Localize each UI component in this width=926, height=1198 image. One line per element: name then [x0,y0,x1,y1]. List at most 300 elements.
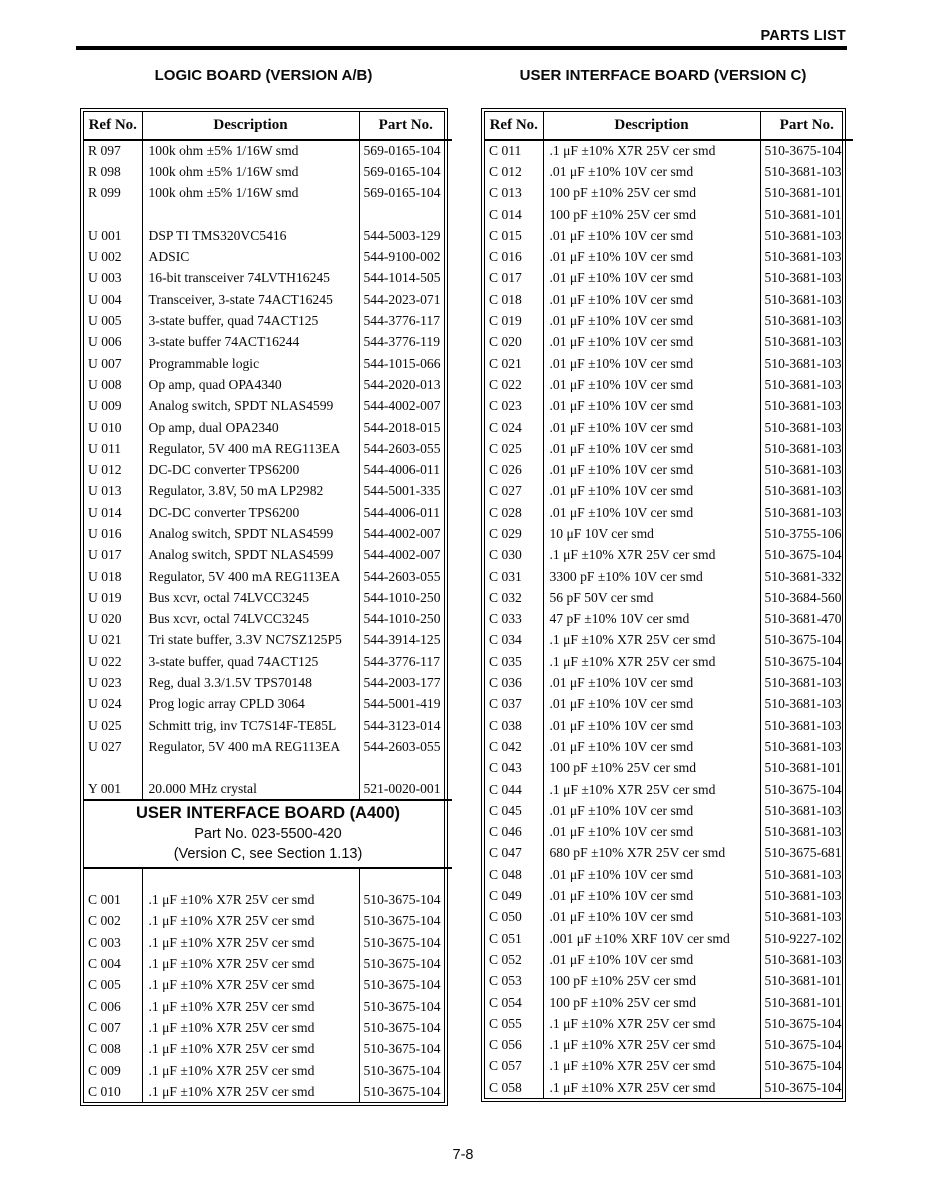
table-row [84,310,452,331]
ref-cell: C 014 [489,206,522,222]
part-cell: 510-3681-103 [764,227,842,243]
table-row [485,1077,853,1098]
table-row [485,225,853,246]
desc-cell: .1 μF ±10% X7R 25V cer smd [142,890,359,911]
part-cell: 544-5003-129 [363,227,441,243]
part-cell: 510-3681-103 [764,355,842,371]
ref-cell: C 054 [489,994,522,1010]
desc-cell: .01 μF ±10% 10V cer smd [543,374,760,395]
ref-cell: U 008 [88,376,122,392]
table-row [84,545,452,566]
table-row [485,928,853,949]
desc-cell: .1 μF ±10% X7R 25V cer smd [543,140,760,161]
desc-cell: 100 pF ±10% 25V cer smd [543,992,760,1013]
table-row [485,289,853,310]
table-row [485,481,853,502]
desc-cell: .01 μF ±10% 10V cer smd [543,225,760,246]
table-row [485,864,853,885]
table-row [84,161,452,182]
part-cell: 510-3675-104 [764,547,842,563]
desc-cell: .1 μF ±10% X7R 25V cer smd [142,932,359,953]
desc-cell: .1 μF ±10% X7R 25V cer smd [543,630,760,651]
table-row [84,953,452,974]
ref-cell: U 013 [88,483,122,499]
blank-row [84,868,452,889]
ref-cell: C 036 [489,675,522,691]
part-cell: 544-2603-055 [363,568,441,584]
table-row [485,417,853,438]
right-table-title: USER INTERFACE BOARD (VERSION C) [519,67,807,84]
table-row [485,609,853,630]
part-cell: 510-3681-103 [764,334,842,350]
table-row [485,800,853,821]
desc-cell: .01 μF ±10% 10V cer smd [543,907,760,928]
part-cell: 544-2023-071 [363,291,441,307]
part-cell: 510-3681-103 [764,717,842,733]
part-cell: 544-3776-117 [363,653,441,669]
desc-cell: 100 pF ±10% 25V cer smd [543,758,760,779]
part-cell: 510-3675-104 [363,956,441,972]
table-row [84,1017,452,1038]
ref-cell: C 034 [489,632,522,648]
table-row [84,651,452,672]
desc-cell: 3300 pF ±10% 10V cer smd [543,566,760,587]
part-cell: 510-3675-681 [764,845,842,861]
desc-cell: .01 μF ±10% 10V cer smd [543,885,760,906]
page-header-label: PARTS LIST [760,28,846,44]
desc-cell: 3-state buffer 74ACT16244 [142,332,359,353]
ref-cell: U 012 [88,462,122,478]
table-row [84,396,452,417]
part-cell: 544-3123-014 [363,717,441,733]
ref-cell: U 003 [88,270,122,286]
desc-cell: DSP TI TMS320VC5416 [142,225,359,246]
table-row [485,949,853,970]
table-row [84,1039,452,1060]
ref-cell: C 025 [489,440,522,456]
part-cell: 510-3675-104 [363,998,441,1014]
table-row [485,885,853,906]
ref-cell: U 020 [88,611,122,627]
table-row [84,140,452,161]
table-row [84,779,452,800]
desc-cell: 100k ohm ±5% 1/16W smd [142,140,359,161]
desc-cell: 3-state buffer, quad 74ACT125 [142,651,359,672]
ref-cell: C 015 [489,227,522,243]
desc-cell: .1 μF ±10% X7R 25V cer smd [142,1039,359,1060]
ref-cell: C 038 [489,717,522,733]
desc-cell: .01 μF ±10% 10V cer smd [543,246,760,267]
ref-no-column-header: Ref No. [84,112,142,140]
part-cell: 544-1010-250 [363,611,441,627]
part-cell: 510-3681-103 [764,738,842,754]
table-row [485,736,853,757]
part-cell: 544-5001-419 [363,696,441,712]
ref-cell: C 030 [489,547,522,563]
part-cell: 510-3675-104 [363,1062,441,1078]
ref-cell: C 020 [489,334,522,350]
desc-cell: .01 μF ±10% 10V cer smd [543,694,760,715]
table-row [84,523,452,544]
ref-cell: U 024 [88,696,122,712]
part-cell: 510-3681-103 [764,802,842,818]
table-row [84,890,452,911]
part-cell: 510-9227-102 [764,930,842,946]
ref-cell: C 003 [88,934,121,950]
desc-cell: Bus xcvr, octal 74LVCC3245 [142,587,359,608]
part-cell [359,204,452,225]
part-cell: 510-3675-104 [363,913,441,929]
desc-cell: Analog switch, SPDT NLAS4599 [142,396,359,417]
desc-cell: .1 μF ±10% X7R 25V cer smd [142,911,359,932]
ref-cell: C 033 [489,611,522,627]
part-cell: 544-4006-011 [363,462,441,478]
desc-cell: .01 μF ±10% 10V cer smd [543,736,760,757]
ref-cell: C 012 [489,163,522,179]
part-cell: 510-3681-103 [764,419,842,435]
desc-cell: .01 μF ±10% 10V cer smd [543,268,760,289]
table-row [485,843,853,864]
desc-cell: .1 μF ±10% X7R 25V cer smd [543,1056,760,1077]
ref-cell: C 031 [489,568,522,584]
ref-cell: C 028 [489,504,522,520]
table-row [485,140,853,161]
header-rule [76,46,847,50]
table-row [485,438,853,459]
ref-cell: C 027 [489,483,522,499]
ref-cell: U 016 [88,525,122,541]
ref-cell: C 051 [489,930,522,946]
part-cell: 510-3681-101 [764,206,842,222]
ref-cell: U 019 [88,589,122,605]
ref-cell: C 042 [489,738,522,754]
part-cell: 510-3681-103 [764,824,842,840]
table-row [485,992,853,1013]
desc-cell: DC-DC converter TPS6200 [142,459,359,480]
table-row [84,911,452,932]
desc-cell: .01 μF ±10% 10V cer smd [543,481,760,502]
part-cell: 510-3681-103 [764,888,842,904]
desc-cell: 100k ohm ±5% 1/16W smd [142,161,359,182]
part-cell: 510-3681-101 [764,973,842,989]
desc-cell: 3-state buffer, quad 74ACT125 [142,310,359,331]
table-row [84,438,452,459]
ref-cell: C 019 [489,313,522,329]
desc-cell: .01 μF ±10% 10V cer smd [543,417,760,438]
table-row [84,1060,452,1081]
part-cell: 544-4002-007 [363,547,441,563]
part-cell: 544-2603-055 [363,440,441,456]
table-row [84,630,452,651]
table-row [84,932,452,953]
part-cell: 510-3681-103 [764,163,842,179]
table-row [84,975,452,996]
ref-cell [84,758,142,779]
ref-cell: C 057 [489,1058,522,1074]
ref-cell: U 025 [88,717,122,733]
ref-cell: U 001 [88,227,122,243]
desc-cell: .1 μF ±10% X7R 25V cer smd [142,1081,359,1102]
ref-cell: C 016 [489,249,522,265]
part-cell: 510-3675-104 [363,1019,441,1035]
desc-cell: .1 μF ±10% X7R 25V cer smd [543,1013,760,1034]
desc-cell: .1 μF ±10% X7R 25V cer smd [142,953,359,974]
part-cell: 510-3681-103 [764,696,842,712]
desc-cell: .01 μF ±10% 10V cer smd [543,161,760,182]
ref-cell: C 002 [88,913,121,929]
part-cell: 569-0165-104 [363,163,441,179]
ref-cell: U 011 [88,440,122,456]
ref-cell: U 027 [88,738,122,754]
ref-no-column-header: Ref No. [485,112,543,140]
part-cell: 544-5001-335 [363,483,441,499]
ref-cell: U 018 [88,568,122,584]
ref-cell: C 007 [88,1019,121,1035]
header-row [84,112,452,140]
desc-cell: .01 μF ±10% 10V cer smd [543,289,760,310]
part-cell: 510-3675-104 [764,1037,842,1053]
ref-cell: C 022 [489,376,522,392]
blank-row [84,758,452,779]
ref-cell: C 046 [489,824,522,840]
ref-cell: C 045 [489,802,522,818]
desc-cell: Transceiver, 3-state 74ACT16245 [142,289,359,310]
desc-cell: Analog switch, SPDT NLAS4599 [142,523,359,544]
desc-cell: .01 μF ±10% 10V cer smd [543,438,760,459]
desc-cell: .01 μF ±10% 10V cer smd [543,459,760,480]
table-row [485,907,853,928]
desc-cell: .1 μF ±10% X7R 25V cer smd [543,779,760,800]
ref-cell: Y 001 [88,781,122,797]
part-cell: 544-3776-119 [363,334,441,350]
table-row [485,630,853,651]
ref-cell: C 049 [489,888,522,904]
desc-cell: .1 μF ±10% X7R 25V cer smd [142,996,359,1017]
table-row [485,204,853,225]
desc-cell: .001 μF ±10% XRF 10V cer smd [543,928,760,949]
ref-cell: C 058 [489,1079,522,1095]
section-header-line: Part No. 023-5500-420 [194,826,342,843]
ref-cell: R 099 [88,185,121,201]
ref-cell: U 022 [88,653,122,669]
table-row [84,481,452,502]
part-cell: 510-3675-104 [764,653,842,669]
table-row [84,996,452,1017]
table-row [485,1056,853,1077]
part-cell: 544-3914-125 [363,632,441,648]
desc-cell: .01 μF ±10% 10V cer smd [543,310,760,331]
ref-cell [84,868,142,889]
desc-cell: ADSIC [142,246,359,267]
part-cell: 510-3675-104 [363,1083,441,1099]
part-cell [359,868,452,889]
ref-cell: C 029 [489,525,522,541]
ref-cell: C 017 [489,270,522,286]
ref-cell: C 026 [489,462,522,478]
table-row [84,715,452,736]
ref-cell: C 047 [489,845,522,861]
part-cell: 510-3681-103 [764,440,842,456]
desc-cell: Regulator, 5V 400 mA REG113EA [142,566,359,587]
section-header-line: USER INTERFACE BOARD (A400) [135,804,401,823]
part-cell: 510-3681-103 [764,376,842,392]
part-cell: 544-9100-002 [363,249,441,265]
table-row [485,523,853,544]
table-row [485,822,853,843]
desc-cell: .01 μF ±10% 10V cer smd [543,864,760,885]
ref-cell: C 010 [88,1083,121,1099]
table-row [485,396,853,417]
desc-cell: .1 μF ±10% X7R 25V cer smd [142,975,359,996]
desc-cell: 56 pF 50V cer smd [543,587,760,608]
part-cell: 510-3681-103 [764,462,842,478]
part-cell: 510-3681-103 [764,951,842,967]
desc-cell: 20.000 MHz crystal [142,779,359,800]
desc-cell: Regulator, 5V 400 mA REG113EA [142,736,359,757]
table-row [84,502,452,523]
blank-row [84,204,452,225]
ref-cell: C 032 [489,589,522,605]
ref-cell: C 050 [489,909,522,925]
part-cell: 510-3675-104 [764,1015,842,1031]
description-column-header: Description [142,112,359,140]
desc-cell: Regulator, 3.8V, 50 mA LP2982 [142,481,359,502]
ref-cell: U 005 [88,313,122,329]
part-cell [359,758,452,779]
desc-cell: Bus xcvr, octal 74LVCC3245 [142,609,359,630]
table-row [485,758,853,779]
desc-cell: .01 μF ±10% 10V cer smd [543,332,760,353]
ref-cell: C 037 [489,696,522,712]
part-cell: 510-3681-103 [764,270,842,286]
part-cell: 510-3675-104 [363,934,441,950]
ref-cell: U 010 [88,419,122,435]
desc-cell: .01 μF ±10% 10V cer smd [543,396,760,417]
ref-cell: C 053 [489,973,522,989]
part-cell: 510-3681-103 [764,291,842,307]
part-cell: 510-3681-101 [764,760,842,776]
table-row [84,1081,452,1102]
table-row [485,161,853,182]
table-row [485,672,853,693]
ref-cell: C 035 [489,653,522,669]
desc-cell: .01 μF ±10% 10V cer smd [543,800,760,821]
part-cell: 510-3675-104 [764,1058,842,1074]
part-cell: 544-1014-505 [363,270,441,286]
desc-cell: 47 pF ±10% 10V cer smd [543,609,760,630]
part-cell: 510-3755-106 [764,525,842,541]
desc-cell: Analog switch, SPDT NLAS4599 [142,545,359,566]
part-cell: 544-2003-177 [363,675,441,691]
ref-cell: U 004 [88,291,122,307]
ref-cell: C 021 [489,355,522,371]
part-cell: 569-0165-104 [363,185,441,201]
part-cell: 544-4002-007 [363,398,441,414]
part-cell: 510-3675-104 [764,143,842,159]
part-cell: 569-0165-104 [363,143,441,159]
part-cell: 510-3681-101 [764,994,842,1010]
part-cell: 544-1015-066 [363,355,441,371]
part-no-column-header: Part No. [359,112,452,140]
part-cell: 544-4006-011 [363,504,441,520]
table-row [84,353,452,374]
table-row [84,246,452,267]
desc-cell: .1 μF ±10% X7R 25V cer smd [543,651,760,672]
part-cell: 510-3681-470 [764,611,842,627]
section-header-row [84,800,452,868]
table-row [485,545,853,566]
table-row [485,332,853,353]
desc-cell: Reg, dual 3.3/1.5V TPS70148 [142,672,359,693]
part-cell: 544-4002-007 [363,525,441,541]
logic-board-table [80,108,448,1106]
part-cell: 544-2603-055 [363,738,441,754]
table-row [485,651,853,672]
ref-cell: U 021 [88,632,122,648]
desc-cell: DC-DC converter TPS6200 [142,502,359,523]
desc-cell: Op amp, quad OPA4340 [142,374,359,395]
table-row [485,566,853,587]
table-row [485,502,853,523]
ref-cell: R 097 [88,143,121,159]
desc-cell [142,868,359,889]
table-row [84,289,452,310]
ref-cell: C 004 [88,956,121,972]
table-row [84,374,452,395]
table-row [485,715,853,736]
ref-cell: C 005 [88,977,121,993]
table-row [84,459,452,480]
part-cell: 510-3675-104 [363,977,441,993]
desc-cell: .01 μF ±10% 10V cer smd [543,672,760,693]
ref-cell: C 052 [489,951,522,967]
table-row [84,268,452,289]
desc-cell: .1 μF ±10% X7R 25V cer smd [142,1017,359,1038]
section-header-line: (Version C, see Section 1.13) [173,846,363,863]
table-row [485,459,853,480]
part-cell: 510-3675-104 [764,1079,842,1095]
page-number: 7-8 [452,1147,474,1163]
ref-cell: C 018 [489,291,522,307]
user-interface-board-table [481,108,846,1102]
part-cell: 510-3675-104 [363,892,441,908]
description-column-header: Description [543,112,760,140]
desc-cell: 100 pF ±10% 25V cer smd [543,971,760,992]
part-cell: 510-3681-101 [764,185,842,201]
desc-cell: .01 μF ±10% 10V cer smd [543,353,760,374]
table-row [84,417,452,438]
desc-cell: Prog logic array CPLD 3064 [142,694,359,715]
desc-cell: Programmable logic [142,353,359,374]
part-cell: 510-3681-103 [764,249,842,265]
ref-cell: C 043 [489,760,522,776]
part-cell: 510-3681-103 [764,483,842,499]
desc-cell: .1 μF ±10% X7R 25V cer smd [543,1034,760,1055]
table-row [84,183,452,204]
table-row [84,609,452,630]
table-row [84,566,452,587]
desc-cell [142,758,359,779]
part-cell: 510-3675-104 [764,781,842,797]
desc-cell: .1 μF ±10% X7R 25V cer smd [543,545,760,566]
part-cell: 510-3675-104 [363,1041,441,1057]
table-row [84,672,452,693]
part-cell: 510-3681-332 [764,568,842,584]
desc-cell: 16-bit transceiver 74LVTH16245 [142,268,359,289]
part-cell: 510-3681-103 [764,675,842,691]
ref-cell: C 008 [88,1041,121,1057]
table-row [84,225,452,246]
